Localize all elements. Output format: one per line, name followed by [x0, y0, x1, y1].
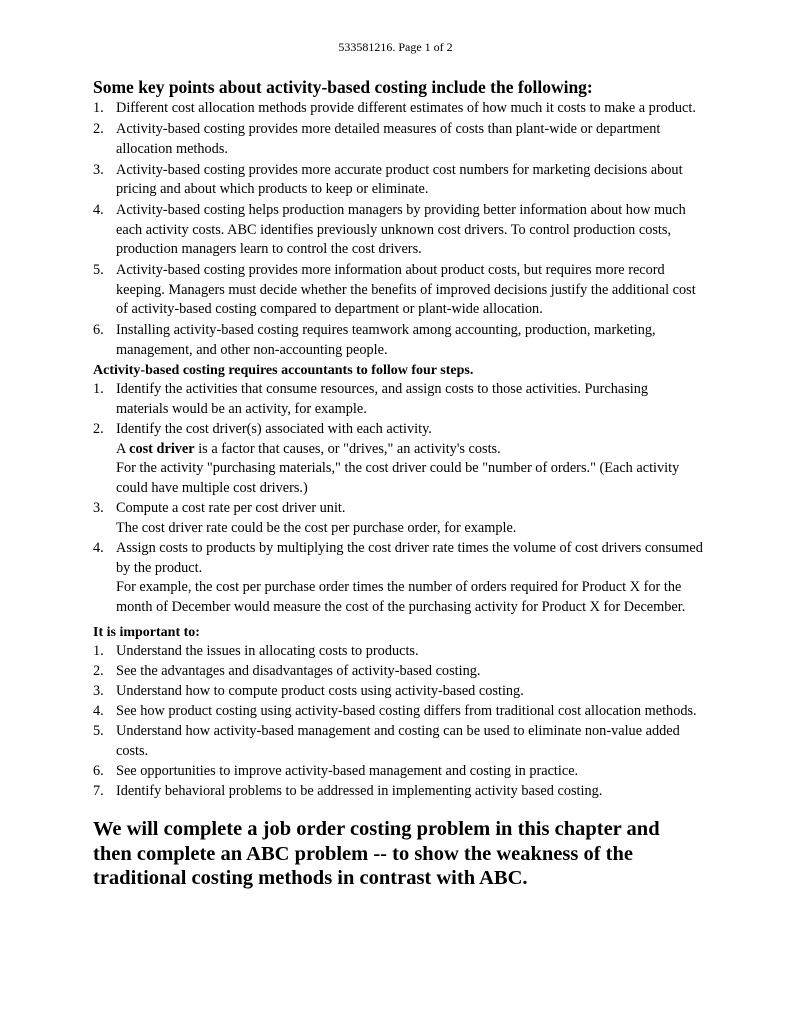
list-item	[93, 762, 703, 782]
list-item-text: Identify the cost driver(s) associated with each activity.	[116, 421, 432, 437]
list-item-text: See how product costing using activity-based costing differs from traditional cost allocation methods.	[116, 703, 697, 719]
list-number: 6.	[93, 322, 104, 338]
list-number: 5.	[93, 723, 104, 739]
list-item	[93, 539, 703, 617]
list-item	[93, 642, 703, 662]
list-item-text: Different cost allocation methods provide different estimates of how much it costs to make a product.	[116, 100, 696, 116]
list-number: 3.	[93, 500, 104, 516]
list-number: 3.	[93, 161, 104, 178]
document-body	[93, 76, 703, 911]
list-item	[93, 261, 703, 320]
section-heading-four-steps: Activity-based costing requires accountants to follow four steps.	[93, 363, 474, 378]
objectives-list	[93, 642, 703, 801]
list-number: 3.	[93, 683, 104, 699]
section-heading-important: It is important to:	[93, 625, 200, 640]
list-item	[93, 682, 703, 702]
list-number: 4.	[93, 540, 104, 556]
four-steps-list	[93, 380, 703, 617]
page-header: 533581216. Page 1 of 2	[338, 40, 453, 54]
list-item-text: Identify the activities that consume resources, and assign costs to those activities. Purchasing materials would be an activity, for example.	[116, 381, 649, 417]
list-item	[93, 99, 703, 119]
list-item	[93, 499, 703, 538]
list-item-text: Activity-based costing provides more detailed measures of costs than plant-wide or department allocation methods.	[116, 121, 661, 157]
list-item	[93, 321, 703, 360]
list-item-text: See the advantages and disadvantages of activity-based costing.	[116, 663, 481, 679]
list-item-text: Installing activity-based costing requires teamwork among accounting, production, marketing, management, and other non-accounting people.	[116, 322, 656, 358]
list-item-example: The cost driver rate could be the cost per purchase order, for example.	[116, 519, 517, 536]
closing-statement: We will complete a job order costing problem in this chapter and then complete an ABC problem -- to show the weakness of the traditional costing methods in contrast with ABC.	[93, 818, 660, 889]
list-item-text: Activity-based costing helps production managers by providing better information about how much each activity costs. ABC identifies previously unknown cost drivers. To control production costs, production managers learn to control the cost drivers.	[116, 202, 686, 257]
list-item-text: Understand how activity-based management and costing can be used to eliminate non-value added costs.	[116, 723, 680, 759]
list-item	[93, 420, 703, 498]
list-item	[93, 161, 703, 200]
list-item	[93, 662, 703, 682]
list-item	[93, 201, 703, 260]
list-number: 1.	[93, 643, 104, 659]
list-number: 5.	[93, 262, 104, 278]
list-number: 2.	[93, 663, 104, 679]
list-item-text: See opportunities to improve activity-based management and costing in practice.	[116, 762, 579, 779]
list-item	[93, 120, 703, 159]
list-item-text: Compute a cost rate per cost driver unit.	[116, 500, 346, 516]
list-number: 4.	[93, 202, 104, 218]
list-number: 2.	[93, 121, 104, 137]
list-item	[93, 782, 703, 802]
definition-prefix: A	[116, 440, 130, 457]
key-points-list	[93, 99, 703, 360]
list-item-example: For the activity "purchasing materials," the cost driver could be "number of orders." (Each activity could have multiple cost drivers.)	[116, 460, 680, 496]
list-number: 2.	[93, 421, 104, 437]
list-number: 1.	[93, 381, 104, 397]
list-item-text: Assign costs to products by multiplying the cost driver rate times the volume of cost drivers consumed by the product.	[116, 540, 703, 576]
list-item-text: Activity-based costing provides more accurate product cost numbers for marketing decisions about pricing and about which products to keep or eliminate.	[116, 161, 683, 197]
list-item-text: Identify behavioral problems to be addressed in implementing activity based costing.	[116, 782, 603, 799]
list-number: 7.	[93, 782, 104, 799]
definition-text: is a factor that causes, or "drives," an activity's costs.	[194, 440, 501, 457]
list-item-text: Activity-based costing provides more information about product costs, but requires more record keeping. Managers must decide whether the benefits of improved decisions justify the additional cost of activity-based costing compared to department or plant-wide allocation.	[116, 262, 696, 317]
definition-term: cost driver	[129, 440, 195, 457]
list-number: 4.	[93, 703, 104, 719]
section-heading-key-points: Some key points about activity-based costing include the following:	[93, 77, 593, 97]
list-number: 1.	[93, 100, 104, 116]
list-number: 6.	[93, 762, 104, 779]
cost-driver-definition	[116, 440, 703, 460]
list-item-example: For example, the cost per purchase order times the number of orders required for Product X for the month of December would measure the cost of the purchasing activity for Product X for December.	[116, 579, 686, 615]
list-item	[93, 702, 703, 722]
list-item	[93, 380, 703, 419]
list-item-text: Understand how to compute product costs using activity-based costing.	[116, 683, 524, 699]
list-item	[93, 722, 703, 761]
list-item-text: Understand the issues in allocating costs to products.	[116, 643, 419, 659]
